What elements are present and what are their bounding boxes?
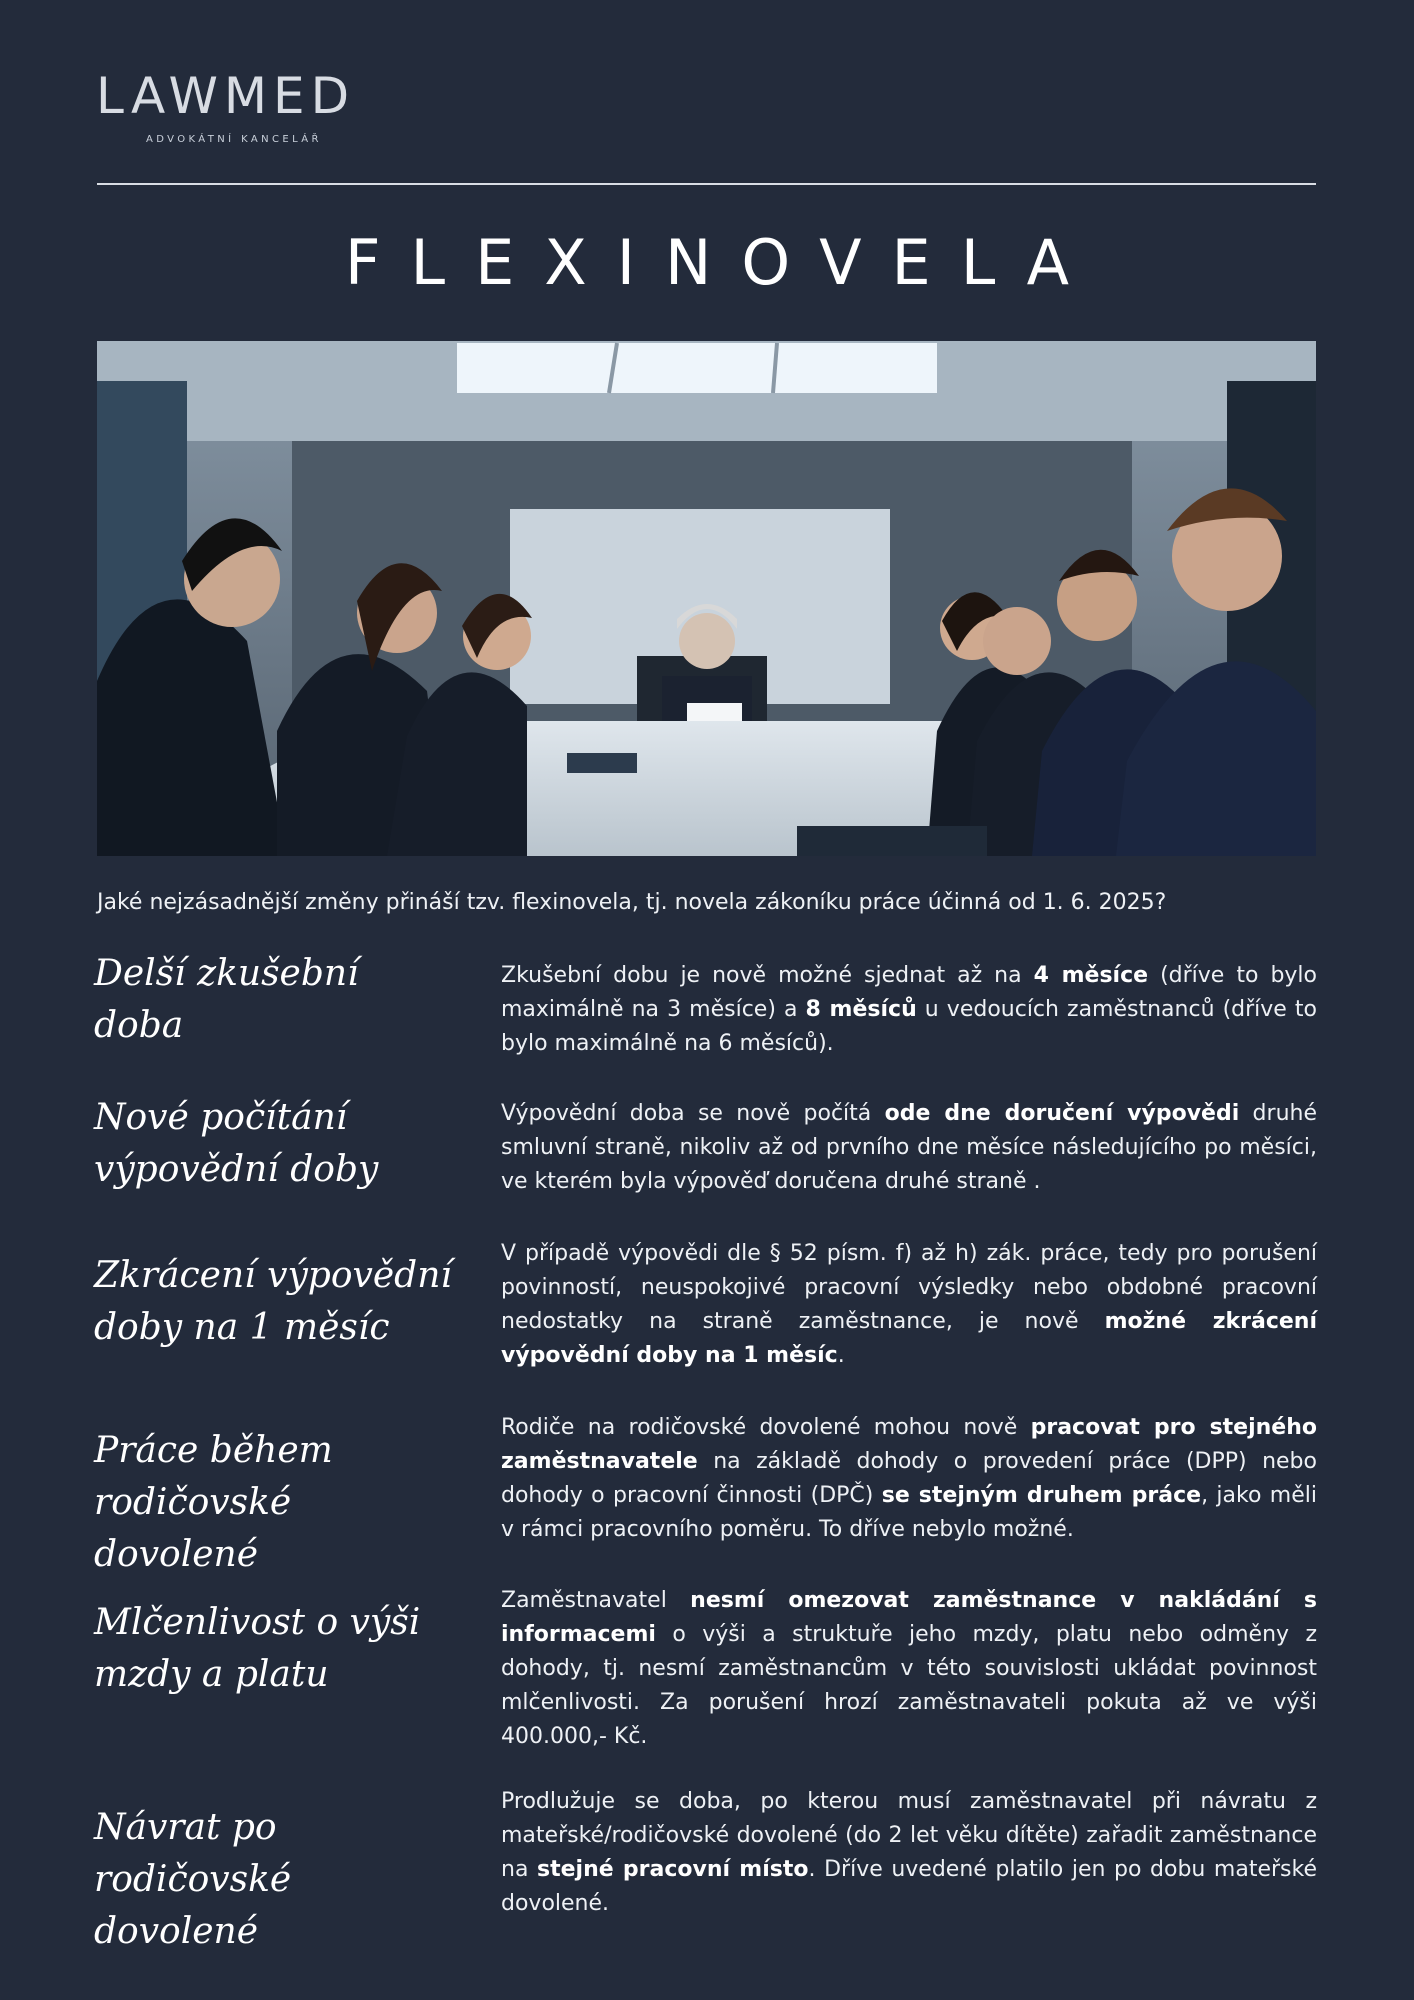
- body-text: Výpovědní doba se nově počítá: [501, 1101, 885, 1126]
- section-text-notice-shortening: [501, 1237, 1317, 1373]
- emphasis-text: stejné pracovní místo: [537, 1857, 809, 1882]
- body-text: druhé smluvní straně, nikoliv až od prvního dne měsíce následujícího po měsíci, ve kterém byla výpověď doručena druhé straně .: [501, 1101, 1317, 1194]
- header-divider: [97, 183, 1316, 185]
- section-text-return-from-leave: [501, 1785, 1317, 1921]
- body-text: . Dříve uvedené platilo jen po dobu mateřské dovolené.: [501, 1857, 1318, 1916]
- emphasis-text: pracovat pro stejného zaměstnavatele: [501, 1415, 1318, 1474]
- body-text: u vedoucích zaměstnanců (dříve to bylo maximálně na 6 měsíců).: [501, 997, 1317, 1056]
- body-text: .: [837, 1343, 845, 1368]
- emphasis-text: nesmí omezovat zaměstnance v nakládání s informacemi: [501, 1588, 1317, 1647]
- section-text-parental-work: [501, 1411, 1317, 1547]
- body-text: Prodlužuje se doba, po kterou musí zaměstnavatel při návratu z mateřské/rodičovské dovolené (do 2 let věku dítěte) zařadit zaměstnance na: [501, 1789, 1317, 1882]
- section-text-probation: [501, 959, 1317, 1061]
- section-heading-probation: Delší zkušební doba: [94, 953, 359, 1046]
- section-text-notice-count: [501, 1097, 1317, 1199]
- emphasis-text: ode dne doručení výpovědi: [884, 1101, 1240, 1126]
- emphasis-text: 4 měsíce: [1033, 963, 1149, 988]
- body-text: na základě dohody o provedení práce (DPP) nebo dohody o pracovní činnosti (DPČ): [501, 1449, 1317, 1508]
- meeting-photo: [97, 341, 1316, 856]
- section-heading-notice-count: Nové počítání výpovědní doby: [94, 1097, 379, 1190]
- body-text: (dříve to bylo maximálně na 3 měsíce) a: [501, 963, 1317, 1022]
- emphasis-text: možné zkrácení výpovědní doby na 1 měsíc: [501, 1309, 1317, 1368]
- emphasis-text: se stejným druhem práce: [881, 1483, 1202, 1508]
- body-text: , jako měli v rámci pracovního poměru. To dříve nebylo možné.: [501, 1483, 1317, 1542]
- body-text: o výši a struktuře jeho mzdy, platu nebo odměny z dohody, tj. nesmí zaměstnancům v této souvislosti ukládat povinnost mlčenlivosti. Za porušení hrozí zaměstnavateli pokuta až ve výši 400.000,- Kč.: [501, 1622, 1317, 1749]
- section-heading-salary-confidentiality: Mlčenlivost o výši mzdy a platu: [94, 1602, 421, 1695]
- section-heading-parental-work: Práce během rodičovské dovolené: [94, 1430, 333, 1575]
- section-text-salary-confidentiality: [501, 1584, 1317, 1754]
- page-title: FLEXINOVELA: [344, 226, 1100, 299]
- section-heading-notice-shortening: Zkrácení výpovědní doby na 1 měsíc: [94, 1255, 452, 1348]
- brand-tagline: ADVOKÁTNÍ KANCELÁŘ: [146, 134, 322, 145]
- emphasis-text: 8 měsíců: [805, 997, 917, 1022]
- brand-name: LAWMED: [96, 67, 356, 125]
- intro-question: Jaké nejzásadnější změny přináší tzv. flexinovela, tj. novela zákoníku práce účinná od 1. 6. 2025?: [97, 890, 1167, 915]
- body-text: V případě výpovědi dle § 52 písm. f) až h) zák. práce, tedy pro porušení povinností, neuspokojivé pracovní výsledky nebo obdobné pracovní nedostatky na straně zaměstnance, je nově: [501, 1241, 1317, 1334]
- brand-logo: [96, 66, 376, 145]
- section-heading-return-from-leave: Návrat po rodičovské dovolené: [94, 1807, 292, 1952]
- body-text: Zkušební dobu je nově možné sjednat až na: [501, 963, 1034, 988]
- body-text: Rodiče na rodičovské dovolené mohou nově: [501, 1415, 1031, 1440]
- body-text: Zaměstnavatel: [501, 1588, 691, 1613]
